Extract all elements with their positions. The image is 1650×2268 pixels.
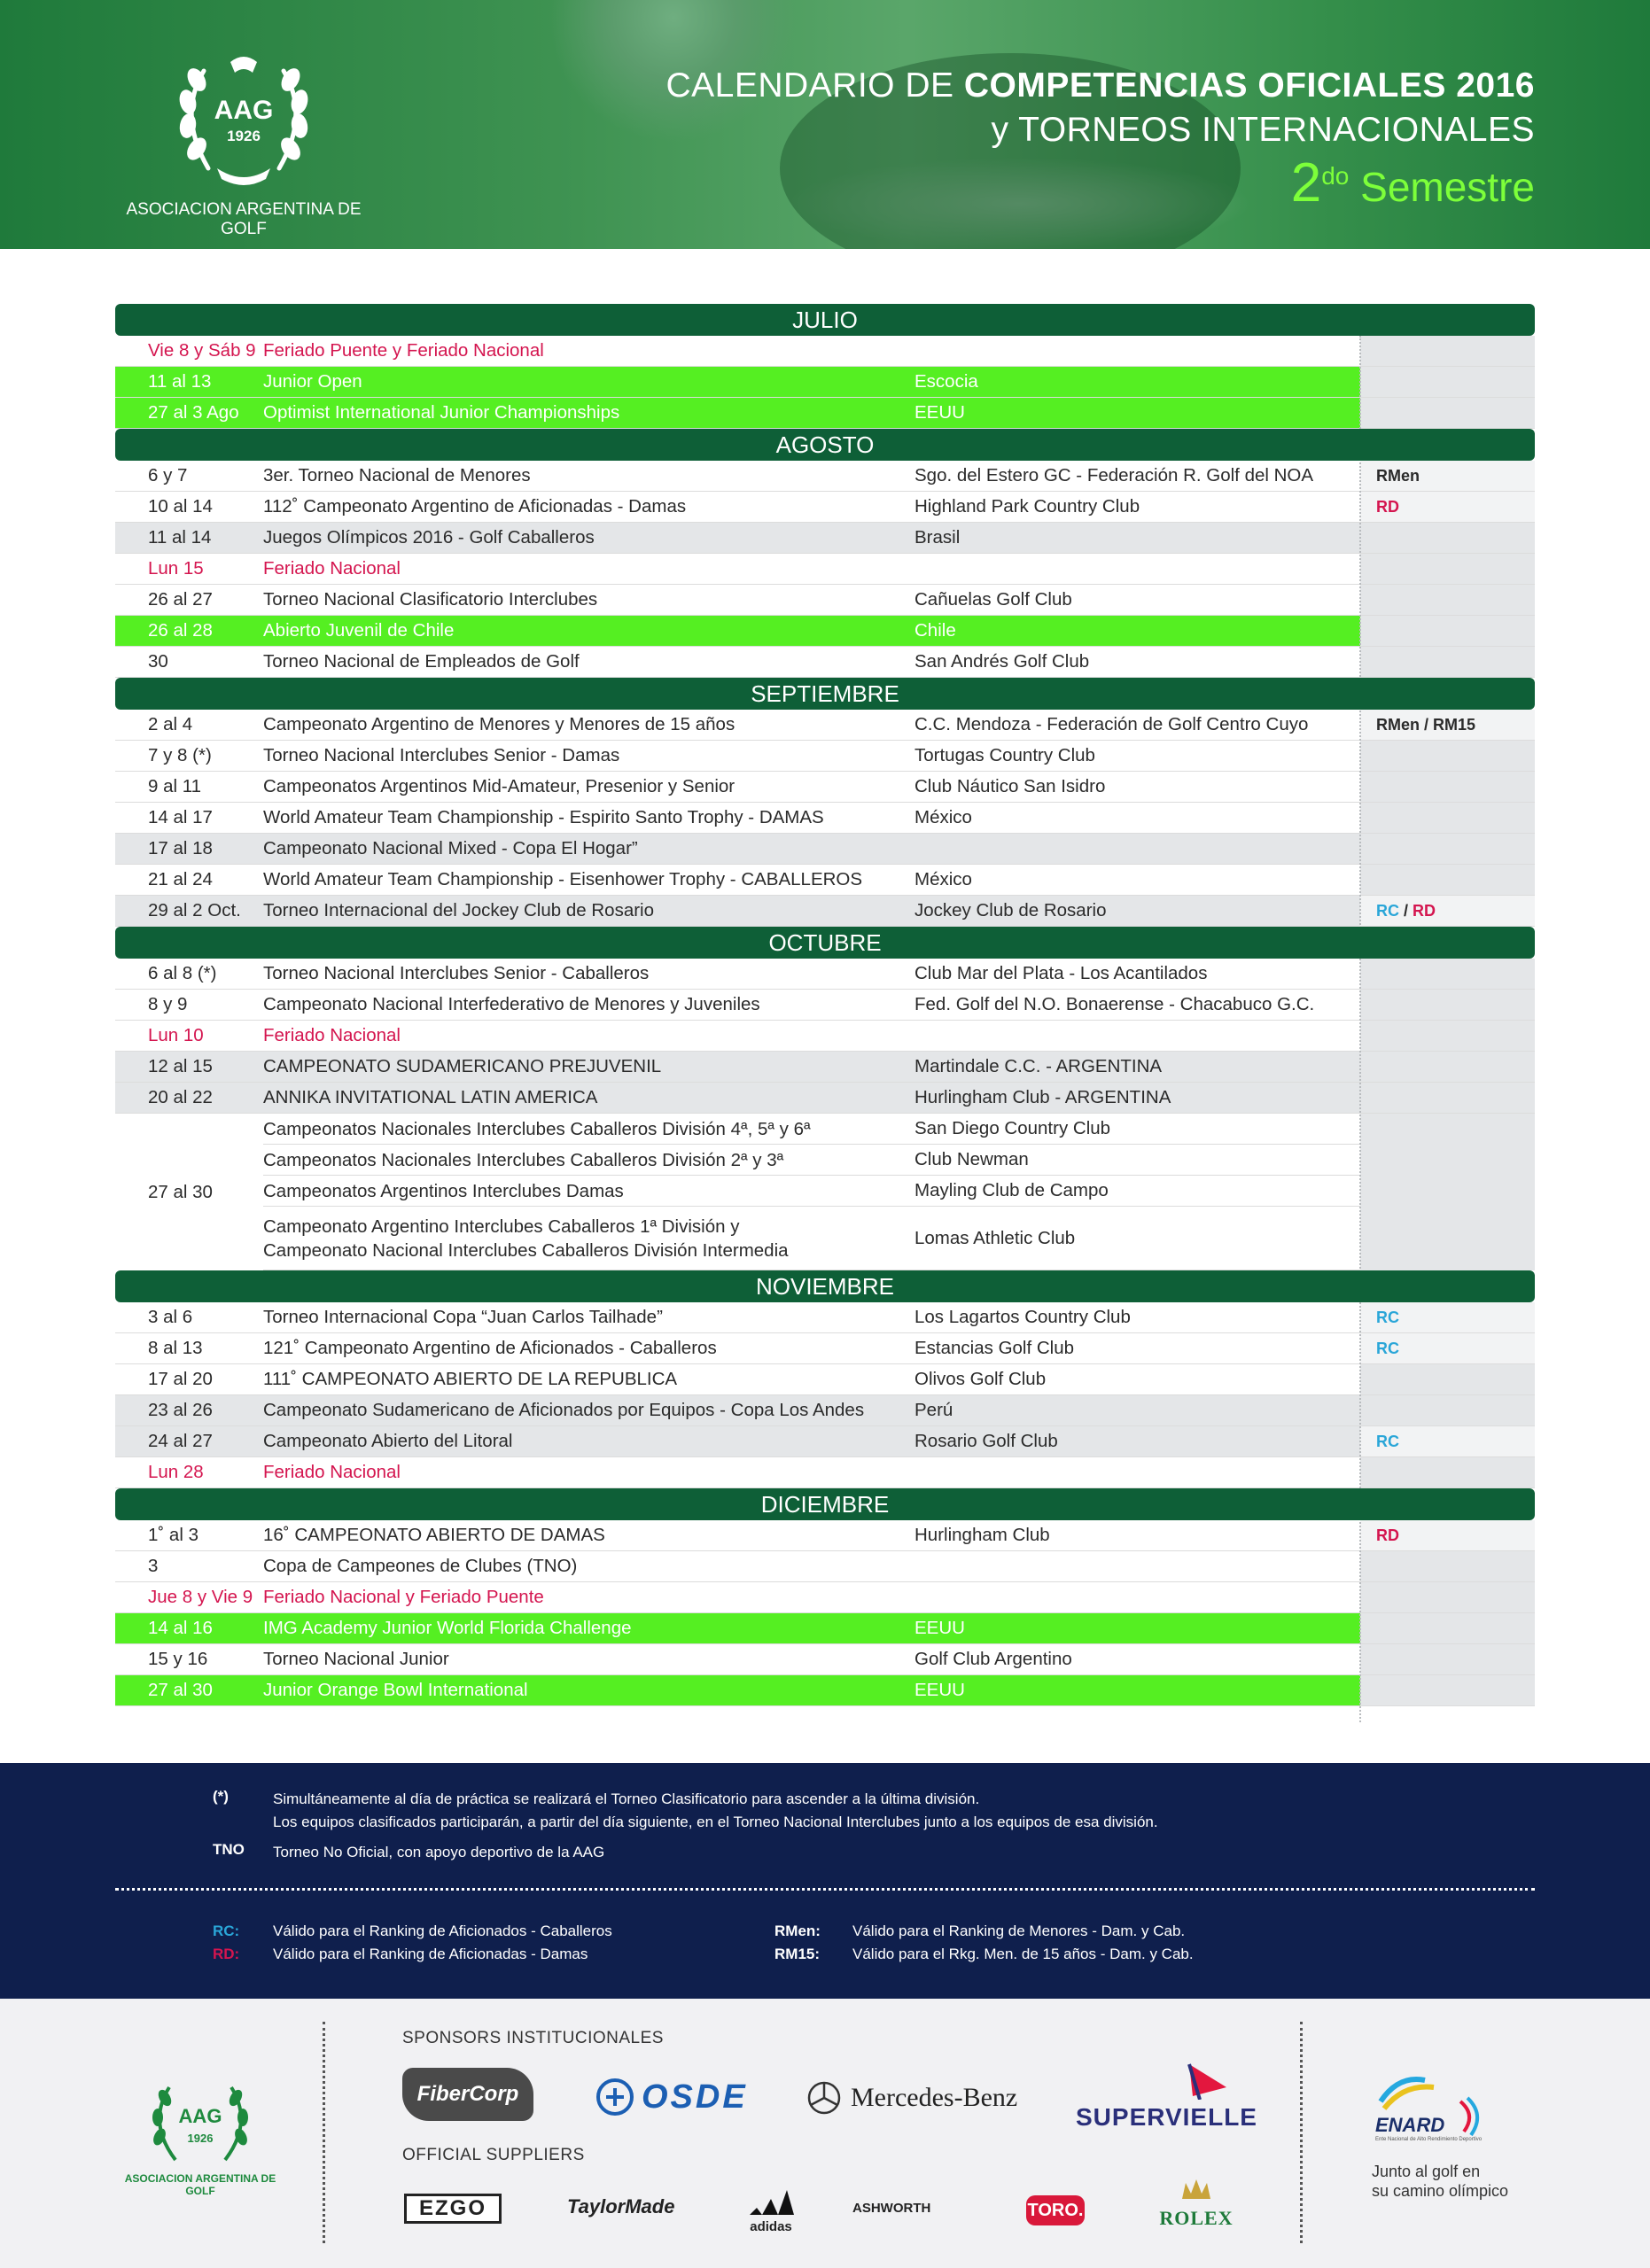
event-category: [1360, 896, 1535, 926]
page-title: [665, 64, 1535, 218]
category-code: RC: [1376, 1308, 1399, 1326]
note-key: (*): [213, 1788, 229, 1805]
title-line2: y TORNEOS INTERNACIONALES: [991, 111, 1535, 149]
event-place: Cañuelas Golf Club: [915, 589, 1072, 610]
event-date: 1˚ al 3: [148, 1525, 198, 1545]
event-category: [1360, 1582, 1535, 1612]
ezgo-logo: EZGO: [404, 2194, 502, 2224]
event-row: [115, 336, 1535, 367]
event-name: Torneo Internacional del Jockey Club de Rosario: [263, 896, 915, 926]
note-line: Los equipos clasificados participarán, a partir del día siguiente, en el Torneo Nacional Interclubes junto a los equipos de esa división.: [273, 1814, 1158, 1830]
semester-sup: do: [1321, 162, 1350, 190]
event-place: Los Lagartos Country Club: [915, 1307, 1131, 1327]
rolex-crown-icon: [1179, 2176, 1214, 2202]
osde-logo: [595, 2075, 748, 2119]
fibercorp-logo: FiberCorp: [402, 2068, 533, 2121]
event-row: [115, 461, 1535, 492]
event-category: [1360, 492, 1535, 522]
event-name: Campeonatos Argentinos Mid-Amateur, Presenior y Senior: [263, 776, 735, 796]
category-sep: /: [1399, 901, 1413, 920]
event-row: [115, 1333, 1535, 1364]
event-row: [263, 1176, 1360, 1207]
event-category: [1360, 1551, 1535, 1581]
event-row: [115, 367, 1535, 398]
event-row: [115, 1052, 1535, 1083]
enard-logo: [1372, 2075, 1602, 2225]
event-date: 21 al 24: [148, 869, 213, 889]
event-name: Feriado Nacional y Feriado Puente: [263, 1587, 544, 1607]
note-line: Simultáneamente al día de práctica se realizará el Torneo Clasificatorio para ascender a la última división.: [273, 1790, 980, 1807]
month-header-agosto: AGOSTO: [115, 429, 1535, 461]
aag-year: 1926: [187, 2132, 214, 2145]
event-row: [115, 1613, 1535, 1644]
event-category: [1360, 1302, 1535, 1332]
event-category: [1360, 1644, 1535, 1674]
semester-num: 2: [1290, 152, 1322, 214]
event-date: 9 al 11: [148, 776, 202, 796]
event-name: IMG Academy Junior World Florida Challenge: [263, 1613, 915, 1643]
event-category: [1360, 1395, 1535, 1425]
adidas-logo: [744, 2188, 798, 2234]
event-name: Feriado Nacional: [263, 1462, 401, 1482]
event-place: [915, 1551, 1360, 1581]
event-name: 121˚ Campeonato Argentino de Aficionados - Caballeros: [263, 1338, 717, 1358]
event-place: Golf Club Argentino: [915, 1649, 1072, 1669]
event-place: San Diego Country Club: [915, 1118, 1111, 1138]
event-name: Abierto Juvenil de Chile: [263, 616, 915, 646]
legend-key: RMen:: [774, 1922, 821, 1939]
event-name: 16˚ CAMPEONATO ABIERTO DE DAMAS: [263, 1525, 605, 1545]
event-category: [1360, 1333, 1535, 1363]
ashworth-logo: ASHWORTH: [852, 2201, 931, 2216]
month-diciembre: [115, 1520, 1535, 1706]
month-julio: [115, 336, 1535, 429]
event-date: 27 al 30: [148, 1181, 213, 1202]
event-row: [115, 585, 1535, 616]
semester-label: [665, 152, 1535, 218]
event-place: Sgo. del Estero GC - Federación R. Golf del NOA: [915, 465, 1314, 485]
osde-icon: [595, 2078, 634, 2117]
event-row: [115, 1083, 1535, 1114]
logo-abbr: AAG: [214, 96, 274, 125]
event-row: [263, 1207, 1360, 1270]
event-name: Campeonato Nacional Mixed - Copa El Hogar”: [263, 834, 915, 864]
official-suppliers-label: OFFICIAL SUPPLIERS: [402, 2146, 585, 2164]
event-category: [1360, 647, 1535, 677]
sponsors-footer: [0, 1999, 1650, 2268]
event-date: 3 al 6: [148, 1307, 193, 1327]
aag-logo-small: [121, 2078, 280, 2202]
event-place: Jockey Club de Rosario: [915, 896, 1360, 926]
event-place: [915, 554, 1360, 584]
event-category: [1360, 1675, 1535, 1705]
calendar-table: [115, 304, 1535, 1706]
category-code: RD: [1376, 497, 1399, 516]
event-place: [915, 834, 1360, 864]
event-row: [115, 1426, 1535, 1457]
event-date: 27 al 3 Ago: [115, 398, 263, 428]
month-septiembre: [115, 710, 1535, 927]
event-place: EEUU: [915, 398, 1360, 428]
header-banner: [0, 0, 1650, 249]
month-agosto: [115, 461, 1535, 678]
event-category: [1360, 959, 1535, 989]
month-header-octubre: OCTUBRE: [115, 927, 1535, 959]
event-row: [115, 1551, 1535, 1582]
enard-subtitle: Ente Nacional de Alto Rendimiento Deportivo: [1375, 2137, 1483, 2142]
event-place: EEUU: [915, 1675, 1360, 1705]
event-place: Hurlingham Club: [915, 1525, 1050, 1545]
month-header-noviembre: NOVIEMBRE: [115, 1270, 1535, 1302]
event-row: [115, 990, 1535, 1021]
event-category: [1360, 1083, 1535, 1113]
event-row: [263, 1145, 1360, 1176]
event-row: [115, 492, 1535, 523]
event-row: [263, 1114, 1360, 1145]
supervielle-flag-icon: [1180, 2061, 1234, 2100]
month-header-julio: JULIO: [115, 304, 1535, 336]
event-category: [1360, 616, 1535, 646]
event-category: [1360, 834, 1535, 864]
event-category: [1360, 710, 1535, 740]
event-place: Rosario Golf Club: [915, 1426, 1360, 1456]
enard-tagline: [1372, 2162, 1508, 2201]
event-category: [1360, 1613, 1535, 1643]
event-place: Club Náutico San Isidro: [915, 776, 1106, 796]
event-category: [1360, 523, 1535, 553]
legend-key: RM15:: [774, 1946, 821, 1962]
event-category: [1360, 772, 1535, 802]
logo-name: ASOCIACION ARGENTINA DE GOLF: [126, 200, 362, 238]
event-category: [1360, 336, 1535, 366]
event-place: Perú: [915, 1395, 1360, 1425]
event-category: [1360, 554, 1535, 584]
event-date: Lun 15: [148, 558, 204, 579]
event-date: Lun 10: [148, 1025, 204, 1045]
event-category: [1360, 1364, 1535, 1394]
event-place: Brasil: [915, 523, 1360, 553]
laurel-icon: [121, 2078, 280, 2176]
event-place: México: [915, 869, 972, 889]
event-row: [115, 1675, 1535, 1706]
month-header-septiembre: SEPTIEMBRE: [115, 678, 1535, 710]
event-place: Club Newman: [915, 1149, 1029, 1169]
event-name: Torneo Nacional Clasificatorio Interclubes: [263, 589, 598, 610]
category-code: RC: [1376, 1339, 1399, 1357]
event-date: 17 al 18: [115, 834, 263, 864]
legend-key: RC:: [213, 1922, 240, 1939]
semester-word: Semestre: [1360, 164, 1535, 210]
event-name: Torneo Nacional Junior: [263, 1649, 449, 1669]
note-text: Torneo No Oficial, con apoyo deportivo de la AAG: [273, 1844, 605, 1860]
event-row: [115, 1395, 1535, 1426]
event-row: [115, 616, 1535, 647]
event-place: Lomas Athletic Club: [915, 1227, 1076, 1248]
event-place: México: [915, 807, 972, 827]
event-place: Highland Park Country Club: [915, 496, 1140, 517]
event-name: 111˚ CAMPEONATO ABIERTO DE LA REPUBLICA: [263, 1369, 678, 1389]
event-category: [1360, 1021, 1535, 1051]
event-row: [115, 710, 1535, 741]
event-name: World Amateur Team Championship - Eisenhower Trophy - CABALLEROS: [263, 869, 863, 889]
month-noviembre: [115, 1302, 1535, 1488]
event-row: [115, 896, 1535, 927]
event-row: [115, 398, 1535, 429]
event-row: [115, 647, 1535, 678]
event-category: [1360, 398, 1535, 428]
event-date: 7 y 8 (*): [148, 745, 212, 765]
note-key: TNO: [213, 1841, 245, 1858]
event-place: [915, 336, 1360, 366]
event-date: 2 al 4: [148, 714, 193, 734]
event-row: [115, 803, 1535, 834]
event-category: [1360, 1520, 1535, 1550]
event-date: 11 al 14: [115, 523, 263, 553]
aag-logo: [115, 53, 372, 238]
event-category: [1360, 585, 1535, 615]
event-date: Jue 8 y Vie 9: [148, 1587, 253, 1607]
taylormade-logo: TaylorMade: [567, 2195, 675, 2218]
event-name: Juegos Olímpicos 2016 - Golf Caballeros: [263, 523, 915, 553]
event-row: [115, 1457, 1535, 1488]
enard-tag-line: Junto al golf en: [1372, 2163, 1481, 2180]
category-cell: [1360, 1114, 1535, 1270]
event-name: 112˚ Campeonato Argentino de Aficionadas - Damas: [263, 496, 687, 517]
event-date: 11 al 13: [115, 367, 263, 397]
event-category: [1360, 1426, 1535, 1456]
event-name: Campeonato Abierto del Litoral: [263, 1426, 915, 1456]
rolex-text: ROLEX: [1159, 2207, 1234, 2229]
event-date: 6 al 8 (*): [148, 963, 217, 983]
event-date: 30: [148, 651, 168, 672]
event-category: [1360, 367, 1535, 397]
event-name: Campeonatos Nacionales Interclubes Caballeros División 2ª y 3ª: [263, 1149, 784, 1170]
event-place: Tortugas Country Club: [915, 745, 1095, 765]
logo-year: 1926: [227, 128, 261, 144]
event-name: Campeonato Nacional Interfederativo de Menores y Juveniles: [263, 994, 760, 1014]
footnotes: [0, 1763, 1650, 1999]
event-row: [115, 1364, 1535, 1395]
event-name: Feriado Nacional: [263, 558, 401, 579]
event-row: [115, 959, 1535, 990]
event-place: [915, 1457, 1360, 1487]
enard-text: ENARD: [1375, 2114, 1445, 2136]
event-name: ANNIKA INVITATIONAL LATIN AMERICA: [263, 1083, 915, 1113]
category-rc: RC: [1376, 901, 1399, 920]
category-code: RC: [1376, 1432, 1399, 1450]
event-name: Campeonatos Argentinos Interclubes Damas: [263, 1180, 624, 1201]
event-date: 24 al 27: [115, 1426, 263, 1456]
event-date: 29 al 2 Oct.: [115, 896, 263, 926]
event-date: 26 al 28: [115, 616, 263, 646]
event-place: [915, 1021, 1360, 1051]
event-name: Campeonato Sudamericano de Aficionados por Equipos - Copa Los Andes: [263, 1395, 915, 1425]
enard-tag-line: su camino olímpico: [1372, 2182, 1509, 2200]
event-name: Campeonatos Nacionales Interclubes Caballeros División 4ª, 5ª y 6ª: [263, 1118, 811, 1139]
category-code: RD: [1376, 1526, 1399, 1544]
event-name-line2: Campeonato Nacional Interclubes Caballeros División Intermedia: [263, 1239, 789, 1261]
event-date: 14 al 16: [115, 1613, 263, 1643]
event-name: 3er. Torneo Nacional de Menores: [263, 465, 531, 485]
event-date: 15 y 16: [148, 1649, 208, 1669]
event-place: Chile: [915, 616, 1360, 646]
event-date: Vie 8 y Sáb 9: [148, 340, 256, 361]
event-place: San Andrés Golf Club: [915, 651, 1090, 672]
title-pre: CALENDARIO DE: [665, 66, 964, 105]
octubre-group: [115, 1114, 1535, 1270]
adidas-text: adidas: [750, 2219, 792, 2234]
category-rd: RD: [1413, 901, 1436, 920]
event-row: [115, 772, 1535, 803]
event-category: [1360, 990, 1535, 1020]
osde-text: OSDE: [642, 2078, 748, 2116]
event-place: Mayling Club de Campo: [915, 1180, 1109, 1200]
event-name: Feriado Puente y Feriado Nacional: [263, 340, 544, 361]
event-place: Fed. Golf del N.O. Bonaerense - Chacabuco G.C.: [915, 994, 1315, 1014]
event-place: Hurlingham Club - ARGENTINA: [915, 1083, 1360, 1113]
event-name: Optimist International Junior Championships: [263, 398, 915, 428]
event-place: Club Mar del Plata - Los Acantilados: [915, 963, 1208, 983]
legend-key: RD:: [213, 1946, 240, 1962]
event-date: 23 al 26: [115, 1395, 263, 1425]
event-category: [1360, 1457, 1535, 1487]
dotted-divider: [115, 1888, 1535, 1891]
event-category: [1360, 803, 1535, 833]
event-date: Lun 28: [148, 1462, 204, 1482]
event-place: [915, 1582, 1360, 1612]
event-place: EEUU: [915, 1613, 1360, 1643]
event-row: [115, 1021, 1535, 1052]
mercedes-logo: [806, 2080, 1017, 2116]
event-row: [115, 1302, 1535, 1333]
event-row: [115, 741, 1535, 772]
adidas-stripes-icon: [744, 2188, 798, 2215]
event-row: [115, 1644, 1535, 1675]
event-category: [1360, 1052, 1535, 1082]
legend-text: Válido para el Ranking de Aficionados - Caballeros: [273, 1922, 612, 1939]
event-place: Martindale C.C. - ARGENTINA: [915, 1052, 1360, 1082]
legend-text: Válido para el Rkg. Men. de 15 años - Dam. y Cab.: [852, 1946, 1194, 1962]
event-name: World Amateur Team Championship - Espirito Santo Trophy - DAMAS: [263, 807, 824, 827]
event-name: Torneo Internacional Copa “Juan Carlos Tailhade”: [263, 1307, 663, 1327]
divider: [1300, 2022, 1303, 2243]
event-row: [115, 1582, 1535, 1613]
event-date: 26 al 27: [148, 589, 213, 610]
supervielle-text: SUPERVIELLE: [1076, 2103, 1257, 2131]
event-name: Feriado Nacional: [263, 1025, 401, 1045]
event-category: [1360, 865, 1535, 895]
mercedes-text: Mercedes-Benz: [851, 2083, 1018, 2112]
event-name: Junior Open: [263, 367, 915, 397]
month-octubre: [115, 959, 1535, 1114]
sponsors-institutional-label: SPONSORS INSTITUCIONALES: [402, 2029, 664, 2047]
event-place: Olivos Golf Club: [915, 1369, 1047, 1389]
event-place: C.C. Mendoza - Federación de Golf Centro Cuyo: [915, 714, 1309, 734]
event-name: Copa de Campeones de Clubes (TNO): [263, 1556, 578, 1576]
event-name: Torneo Nacional Interclubes Senior - Damas: [263, 745, 620, 765]
event-row: [115, 834, 1535, 865]
divider: [323, 2022, 325, 2243]
event-date: 3: [148, 1556, 159, 1576]
supervielle-logo: [1076, 2061, 1257, 2132]
event-name: Torneo Nacional Interclubes Senior - Caballeros: [263, 963, 650, 983]
event-date: 14 al 17: [148, 807, 213, 827]
event-place: Estancias Golf Club: [915, 1338, 1075, 1358]
event-date: 12 al 15: [115, 1052, 263, 1082]
event-row: [115, 554, 1535, 585]
rolex-logo: [1152, 2176, 1241, 2231]
event-row: [115, 523, 1535, 554]
event-row: [115, 1520, 1535, 1551]
event-date: 17 al 20: [148, 1369, 213, 1389]
event-date: 8 al 13: [148, 1338, 203, 1358]
mercedes-star-icon: [806, 2080, 842, 2116]
event-date: 20 al 22: [115, 1083, 263, 1113]
event-name: Torneo Nacional de Empleados de Golf: [263, 651, 580, 672]
category-code: RMen: [1376, 466, 1420, 485]
event-date: 8 y 9: [148, 994, 188, 1014]
event-name: [263, 1215, 915, 1262]
note-text: [273, 1788, 1336, 1834]
event-row: [115, 865, 1535, 896]
legend-text: Válido para el Ranking de Menores - Dam. y Cab.: [852, 1922, 1186, 1939]
toro-logo: TORO.: [1026, 2195, 1085, 2225]
event-name: Campeonato Argentino de Menores y Menores de 15 años: [263, 714, 735, 734]
event-date: 10 al 14: [148, 496, 213, 517]
title-bold: COMPETENCIAS OFICIALES 2016: [963, 66, 1535, 105]
event-category: [1360, 741, 1535, 771]
category-code: RMen / RM15: [1376, 715, 1476, 734]
aag-abbr: AAG: [178, 2105, 222, 2127]
event-place: Escocia: [915, 367, 1360, 397]
event-category: [1360, 461, 1535, 491]
event-name: CAMPEONATO SUDAMERICANO PREJUVENIL: [263, 1052, 915, 1082]
event-name-line1: Campeonato Argentino Interclubes Caballeros 1ª División y: [263, 1216, 740, 1237]
event-name: Junior Orange Bowl International: [263, 1675, 915, 1705]
event-date: 27 al 30: [115, 1675, 263, 1705]
aag-name: ASOCIACION ARGENTINA DE GOLF: [124, 2172, 276, 2197]
legend-text: Válido para el Ranking de Aficionadas - Damas: [273, 1946, 588, 1962]
event-date: 6 y 7: [148, 465, 188, 485]
month-header-diciembre: DICIEMBRE: [115, 1488, 1535, 1520]
